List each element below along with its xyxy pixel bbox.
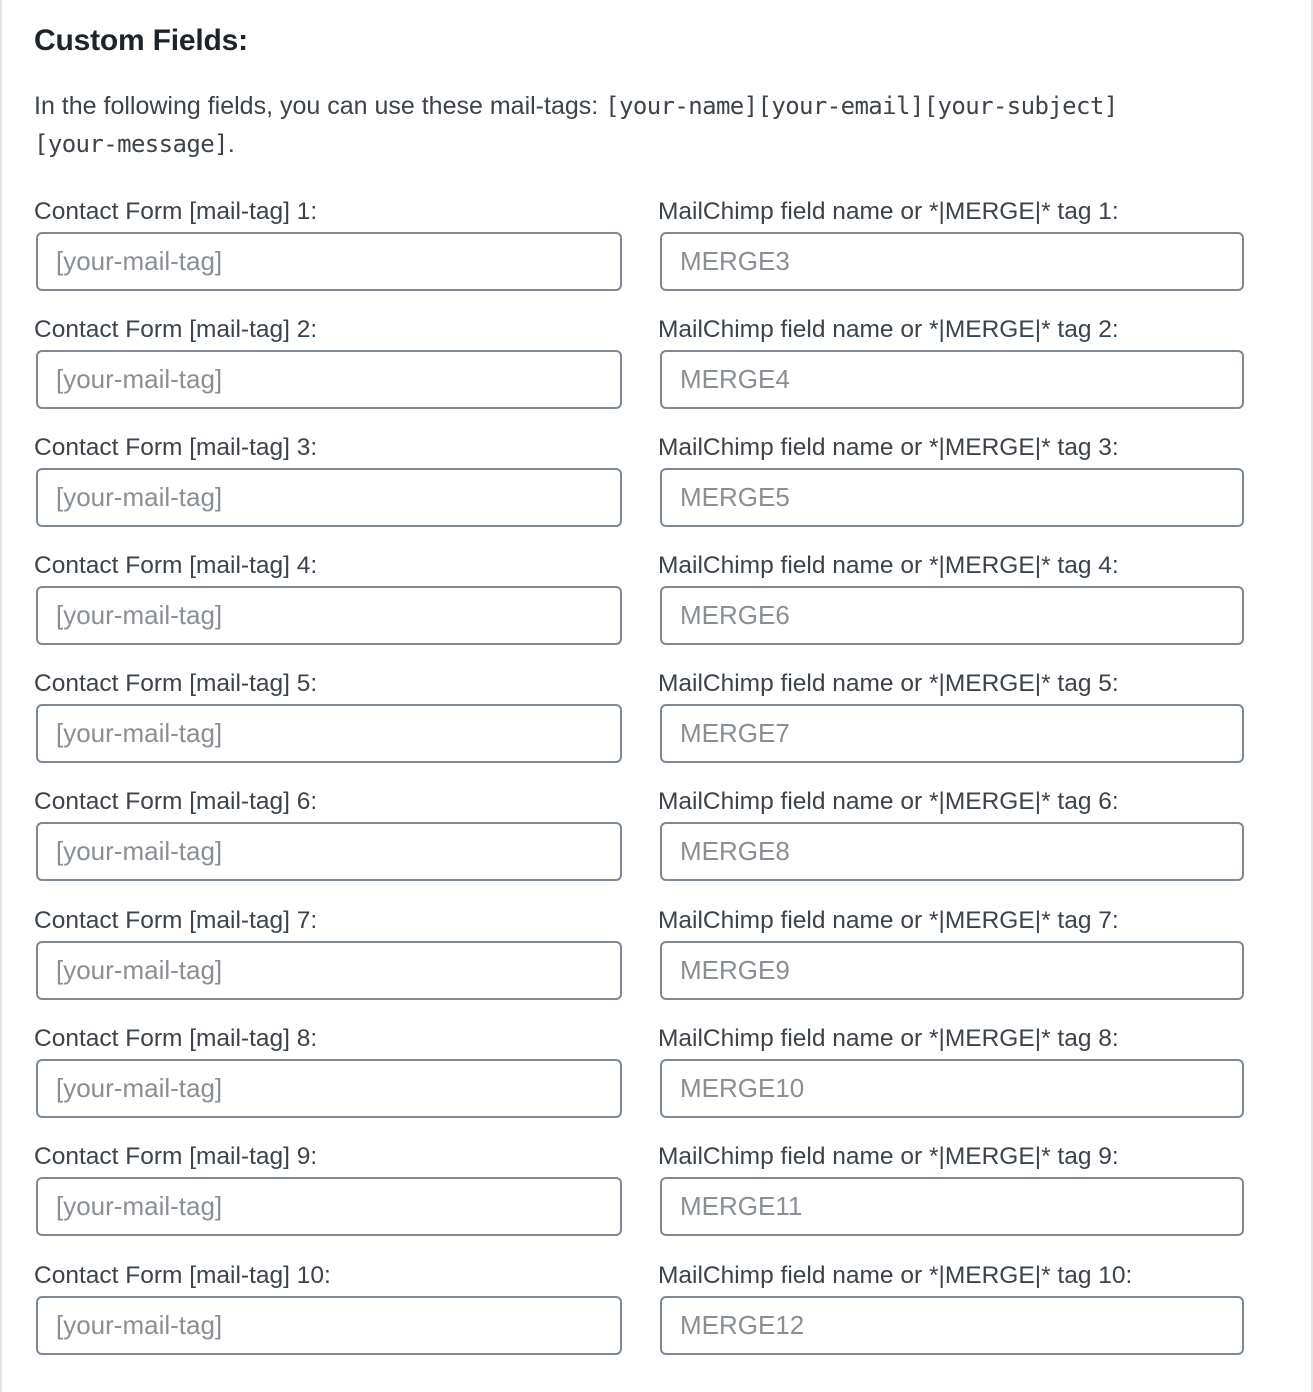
cf-label-1: Contact Form [mail-tag] 1: <box>34 198 318 225</box>
mc-field-7 <box>659 904 1119 938</box>
mc-field-2 <box>659 313 1119 347</box>
mc-label-5: MailChimp field name or *|MERGE|* tag 5: <box>658 670 1119 697</box>
mc-merge-tag-input-8[interactable] <box>660 1059 1244 1118</box>
cf-mail-tag-input-1[interactable] <box>36 232 622 291</box>
cf-field-10 <box>35 1259 331 1293</box>
mc-merge-tag-input-6[interactable] <box>660 822 1244 881</box>
cf-label-8: Contact Form [mail-tag] 8: <box>34 1025 318 1052</box>
mc-merge-tag-input-5[interactable] <box>660 704 1244 763</box>
mc-label-2: MailChimp field name or *|MERGE|* tag 2: <box>658 316 1119 343</box>
mc-label-4: MailChimp field name or *|MERGE|* tag 4: <box>658 552 1119 579</box>
section-description <box>34 87 1134 163</box>
mc-merge-tag-input-3[interactable] <box>660 468 1244 527</box>
mc-field-10 <box>659 1259 1132 1293</box>
mc-label-6: MailChimp field name or *|MERGE|* tag 6: <box>658 788 1119 815</box>
cf-label-4: Contact Form [mail-tag] 4: <box>34 552 318 579</box>
mc-label-7: MailChimp field name or *|MERGE|* tag 7: <box>658 907 1119 934</box>
cf-field-8 <box>35 1022 317 1056</box>
cf-label-10: Contact Form [mail-tag] 10: <box>34 1262 331 1289</box>
cf-mail-tag-input-4[interactable] <box>36 586 622 645</box>
cf-field-4 <box>35 549 317 583</box>
cf-mail-tag-input-6[interactable] <box>36 822 622 881</box>
mc-merge-tag-input-4[interactable] <box>660 586 1244 645</box>
mc-merge-tag-input-7[interactable] <box>660 941 1244 1000</box>
mc-field-6 <box>659 785 1119 819</box>
cf-mail-tag-input-7[interactable] <box>36 941 622 1000</box>
mail-tags-list: [your-name][your-email][your-subject][your-message] <box>34 92 1118 158</box>
cf-mail-tag-input-10[interactable] <box>36 1296 622 1355</box>
cf-mail-tag-input-8[interactable] <box>36 1059 622 1118</box>
cf-field-2 <box>35 313 317 347</box>
mc-field-4 <box>659 549 1119 583</box>
cf-field-6 <box>35 785 317 819</box>
mc-label-10: MailChimp field name or *|MERGE|* tag 10: <box>658 1262 1133 1289</box>
description-text: In the following fields, you can use these mail-tags: <box>34 92 606 120</box>
mc-label-8: MailChimp field name or *|MERGE|* tag 8: <box>658 1025 1119 1052</box>
cf-label-5: Contact Form [mail-tag] 5: <box>34 670 318 697</box>
mc-merge-tag-input-10[interactable] <box>660 1296 1244 1355</box>
mc-label-1: MailChimp field name or *|MERGE|* tag 1: <box>658 198 1119 225</box>
section-title: Custom Fields: <box>34 24 248 57</box>
mc-field-8 <box>659 1022 1119 1056</box>
cf-field-3 <box>35 431 317 465</box>
description-suffix: . <box>227 130 235 158</box>
cf-label-9: Contact Form [mail-tag] 9: <box>34 1143 318 1170</box>
mc-field-1 <box>659 195 1119 229</box>
cf-field-9 <box>35 1140 317 1174</box>
cf-field-7 <box>35 904 317 938</box>
mc-label-3: MailChimp field name or *|MERGE|* tag 3: <box>658 434 1119 461</box>
mc-field-5 <box>659 667 1119 701</box>
cf-label-7: Contact Form [mail-tag] 7: <box>34 907 318 934</box>
mc-field-9 <box>659 1140 1119 1174</box>
mc-label-9: MailChimp field name or *|MERGE|* tag 9: <box>658 1143 1119 1170</box>
mc-field-3 <box>659 431 1119 465</box>
cf-mail-tag-input-3[interactable] <box>36 468 622 527</box>
cf-label-3: Contact Form [mail-tag] 3: <box>34 434 318 461</box>
cf-label-6: Contact Form [mail-tag] 6: <box>34 788 318 815</box>
cf-label-2: Contact Form [mail-tag] 2: <box>34 316 318 343</box>
mc-merge-tag-input-2[interactable] <box>660 350 1244 409</box>
cf-mail-tag-input-9[interactable] <box>36 1177 622 1236</box>
mc-merge-tag-input-1[interactable] <box>660 232 1244 291</box>
cf-field-5 <box>35 667 317 701</box>
mc-merge-tag-input-9[interactable] <box>660 1177 1244 1236</box>
cf-mail-tag-input-2[interactable] <box>36 350 622 409</box>
cf-field-1 <box>35 195 317 229</box>
cf-mail-tag-input-5[interactable] <box>36 704 622 763</box>
